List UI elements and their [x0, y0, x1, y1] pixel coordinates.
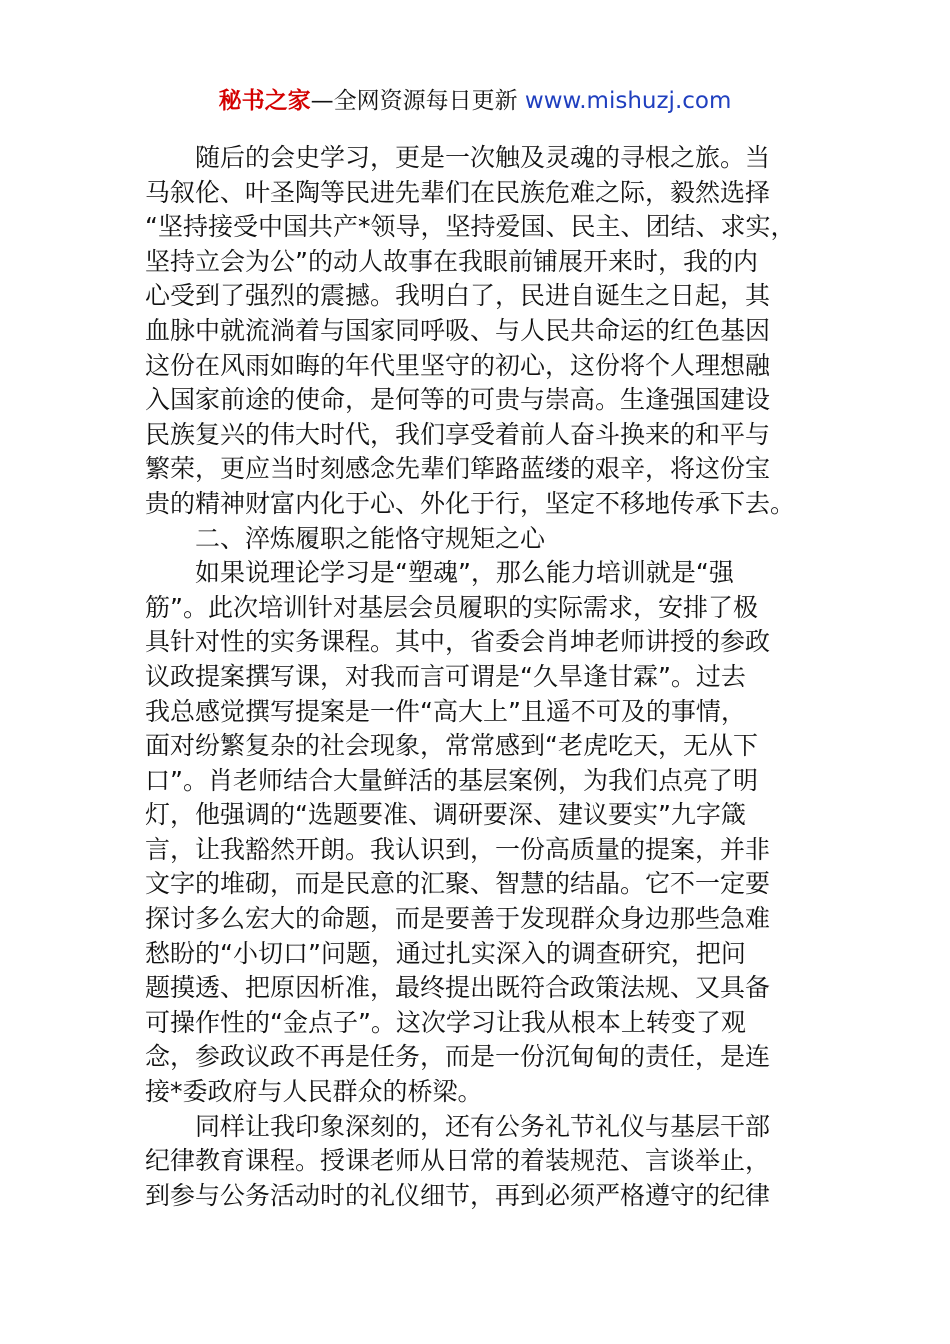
brand-name: 秘书之家: [218, 88, 311, 114]
paragraph-line: 入国家前途的使命，是何等的可贵与崇高。生逢强国建设: [145, 385, 771, 415]
paragraph-line: 我总感觉撰写提案是一件“高大上”且遥不可及的事情，: [145, 696, 746, 726]
page-header: [0, 86, 950, 116]
paragraph-line: 面对纷繁复杂的社会现象，常常感到“老虎吃天，无从下: [145, 731, 758, 761]
paragraph-line: 具针对性的实务课程。其中，省委会肖坤老师讲授的参政: [145, 627, 771, 657]
paragraph-line: 马叙伦、叶圣陶等民进先辈们在民族危难之际，毅然选择: [145, 177, 771, 207]
paragraph-line: 口”。肖老师结合大量鲜活的基层案例，为我们点亮了明: [145, 765, 758, 795]
document-body: [145, 141, 810, 1213]
paragraph-line: 接*委政府与人民群众的桥梁。: [145, 1077, 483, 1107]
paragraph-line: 到参与公务活动时的礼仪细节，再到必须严格遵守的纪律: [145, 1180, 771, 1210]
paragraph-line: 繁荣，更应当时刻感念先辈们筚路蓝缕的艰辛，将这份宝: [145, 454, 771, 484]
paragraph-line: “坚持接受中国共产*领导，坚持爱国、民主、团结、求实，: [145, 212, 796, 242]
paragraph-line: 念，参政议政不再是任务，而是一份沉甸甸的责任，是连: [145, 1042, 771, 1072]
paragraph-line: 探讨多么宏大的命题，而是要善于发现群众身边那些急难: [145, 904, 771, 934]
paragraph-line: 民族复兴的伟大时代，我们享受着前人奋斗换来的和平与: [145, 419, 771, 449]
paragraph-line: 随后的会史学习，更是一次触及灵魂的寻根之旅。当: [195, 143, 771, 172]
paragraph-line: 如果说理论学习是“塑魂”，那么能力培训就是“强: [195, 558, 734, 588]
header-tagline: —全网资源每日更新: [310, 88, 525, 114]
paragraph-line: 心受到了强烈的震撼。我明白了，民进自诞生之日起，其: [145, 281, 771, 311]
paragraph-line: 这份在风雨如晦的年代里坚守的初心，这份将个人理想融: [145, 350, 771, 380]
paragraph-line: 可操作性的“金点子”。这次学习让我从根本上转变了观: [145, 1007, 746, 1037]
paragraph-line: 筋”。此次培训针对基层会员履职的实际需求，安排了极: [145, 592, 758, 622]
paragraph-line: 文字的堆砌，而是民意的汇聚、智慧的结晶。它不一定要: [145, 869, 771, 899]
paragraph-line: 纪律教育课程。授课老师从日常的着装规范、言谈举止，: [145, 1146, 771, 1176]
paragraph-line: 题摸透、把原因析准，最终提出既符合政策法规、又具备: [145, 973, 771, 1003]
paragraph-line: 愁盼的“小切口”问题，通过扎实深入的调查研究，把问: [145, 938, 746, 968]
paragraph-line: 言，让我豁然开朗。我认识到，一份高质量的提案，并非: [145, 834, 771, 864]
paragraph-line: 议政提案撰写课，对我而言可谓是“久旱逢甘霖”。过去: [145, 661, 746, 691]
paragraph-line: 同样让我印象深刻的，还有公务礼节礼仪与基层干部: [195, 1111, 771, 1141]
paragraph-line: 贵的精神财富内化于心、外化于行，坚定不移地传承下去。: [145, 488, 796, 518]
paragraph-line: 灯，他强调的“选题要准、调研要深、建议要实”九字箴: [145, 800, 746, 830]
section-heading: 二、淬炼履职之能恪守规矩之心: [195, 523, 546, 553]
website-link[interactable]: www.mishuzj.com: [524, 88, 732, 114]
paragraph-line: 坚持立会为公”的动人故事在我眼前铺展开来时，我的内: [145, 246, 758, 276]
paragraph-line: 血脉中就流淌着与国家同呼吸、与人民共命运的红色基因: [145, 315, 771, 345]
